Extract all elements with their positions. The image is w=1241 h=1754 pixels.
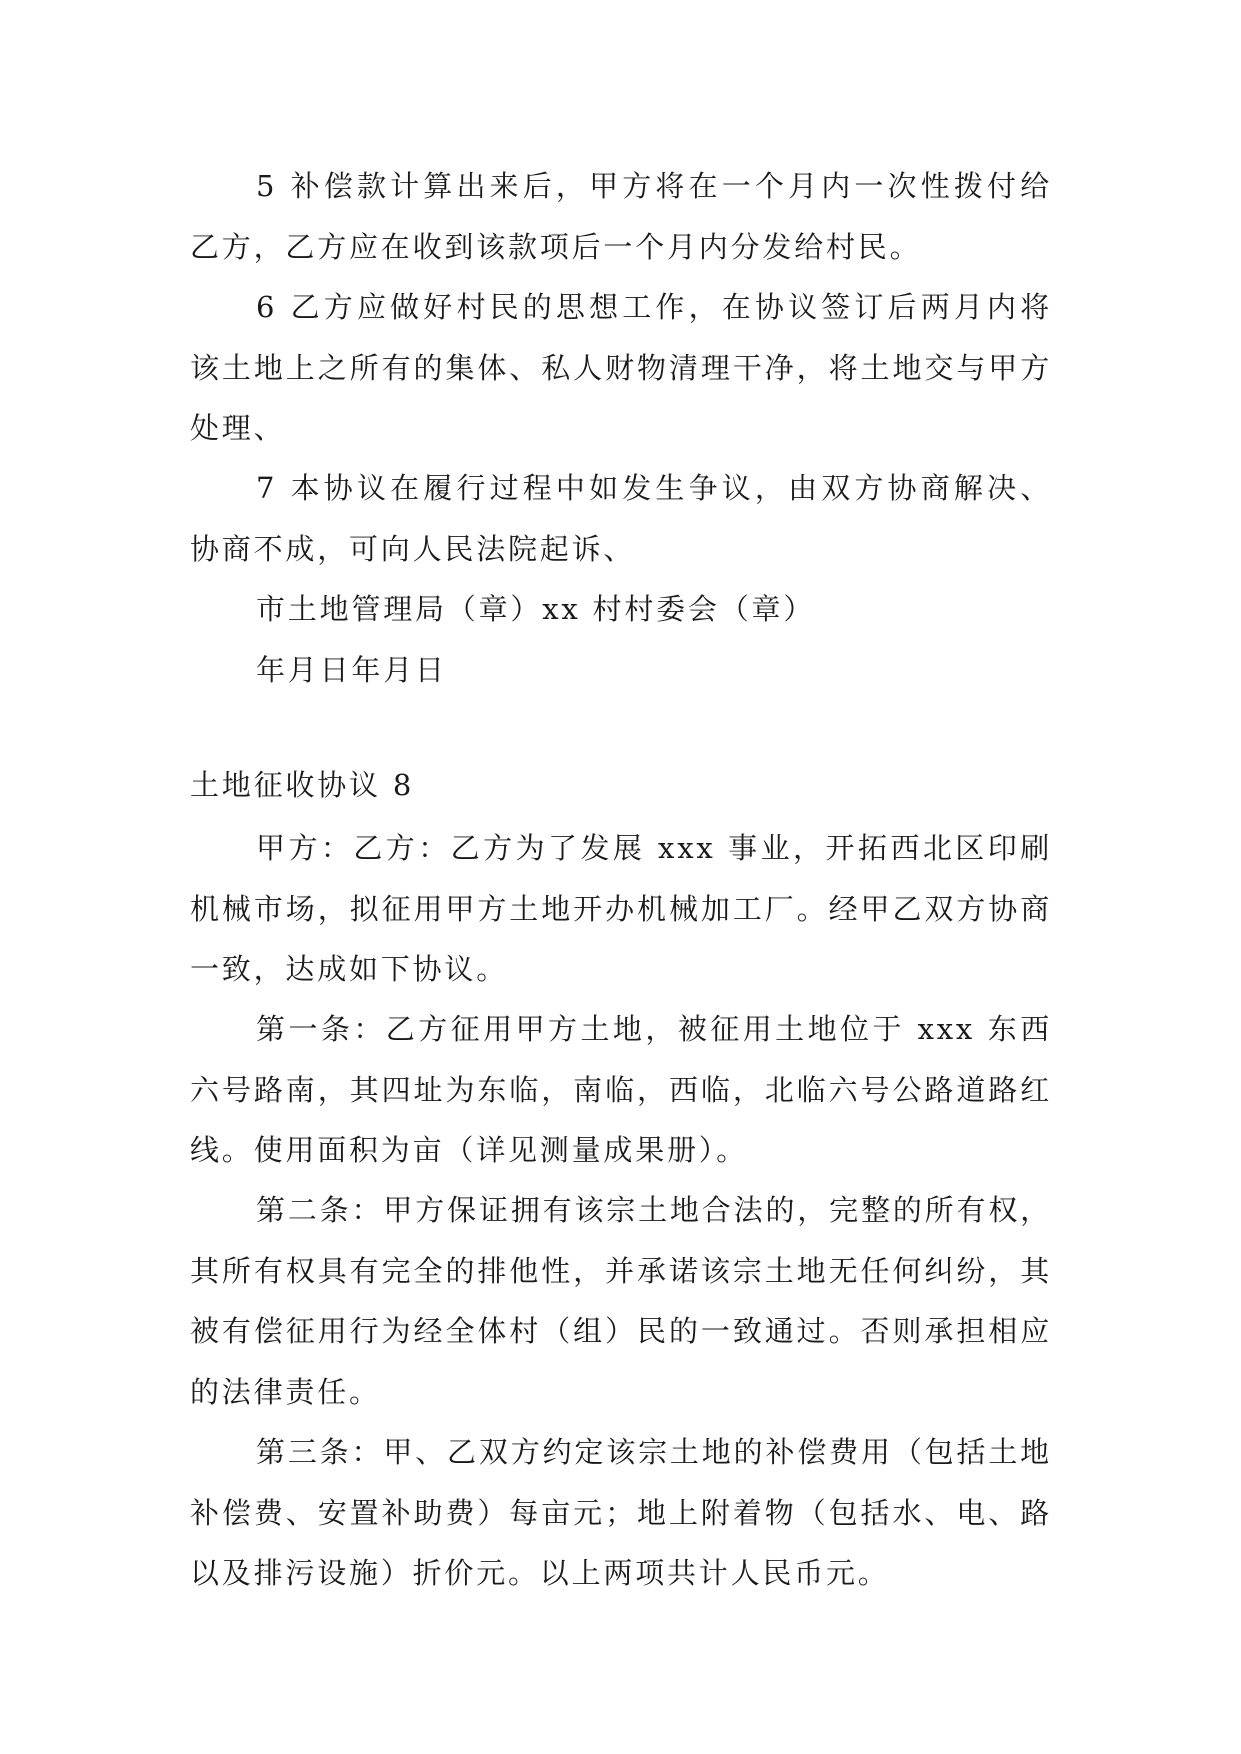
- seal-line: 市土地管理局（章）xx 村村委会（章）: [256, 592, 816, 626]
- article-2-paragraph: 第二条：甲方保证拥有该宗土地合法的，完整的所有权，其所有权具有完全的排他性，并承诺该宗土地无任何纠纷，其被有偿征用行为经全体村（组）民的一致通过。否则承担相应的法律责任。: [190, 1193, 1052, 1409]
- section-8-title: 土地征收协议 8: [190, 768, 415, 802]
- section-8-intro-paragraph: 甲方：乙方：乙方为了发展 xxx 事业，开拓西北区印刷机械市场，拟征用甲方土地开办机械加工厂。经甲乙双方协商一致，达成如下协议。: [190, 831, 1052, 986]
- clause-5-paragraph: 5 补偿款计算出来后，甲方将在一个月内一次性拨付给乙方，乙方应在收到该款项后一个月内分发给村民。: [190, 169, 1052, 264]
- clause-7-paragraph: 7 本协议在履行过程中如发生争议，由双方协商解决、协商不成，可向人民法院起诉、: [190, 471, 1052, 566]
- clause-6-paragraph: 6 乙方应做好村民的思想工作，在协议签订后两月内将该土地上之所有的集体、私人财物清理干净，将土地交与甲方处理、: [190, 290, 1052, 445]
- article-3-paragraph: 第三条：甲、乙双方约定该宗土地的补偿费用（包括土地补偿费、安置补助费）每亩元；地上附着物（包括水、电、路以及排污设施）折价元。以上两项共计人民币元。: [190, 1435, 1052, 1590]
- article-1-paragraph: 第一条：乙方征用甲方土地，被征用土地位于 xxx 东西六号路南，其四址为东临，南临，西临，北临六号公路道路红线。使用面积为亩（详见测量成果册）。: [190, 1012, 1052, 1167]
- date-line: 年月日年月日: [256, 653, 447, 687]
